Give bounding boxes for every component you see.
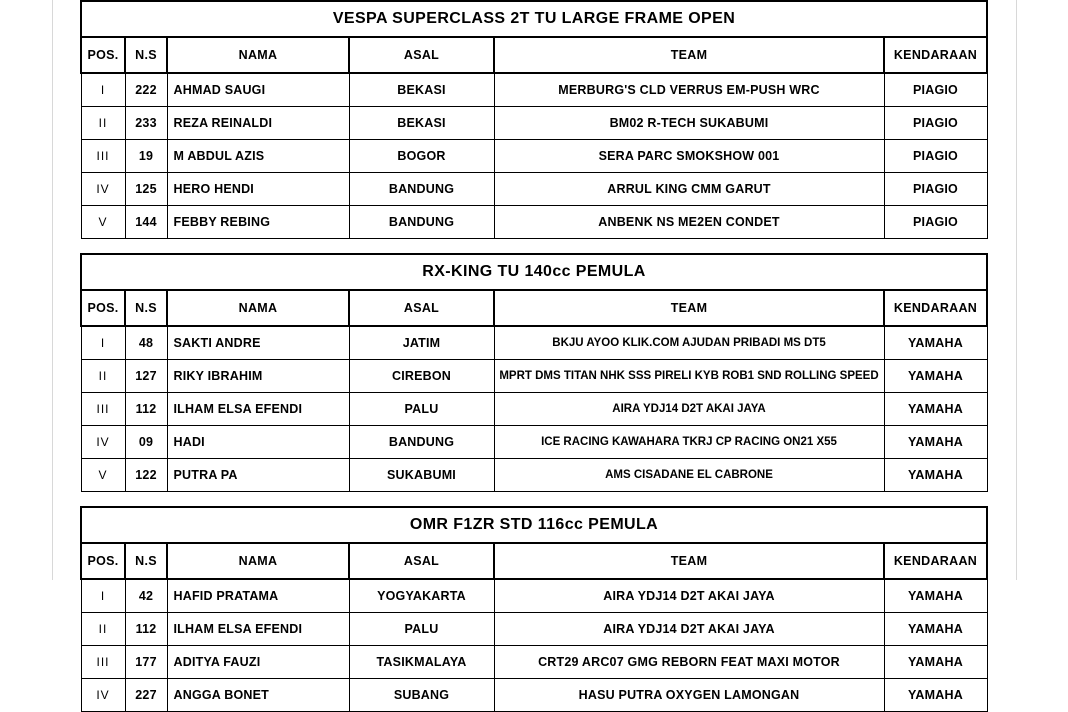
cell-team: MPRT DMS TITAN NHK SSS PIRELI KYB ROB1 SND ROLLING SPEED <box>494 360 884 393</box>
cell-pos: V <box>81 459 125 492</box>
table-row <box>81 426 987 459</box>
cell-team: AIRA YDJ14 D2T AKAI JAYA <box>494 579 884 613</box>
table-row <box>81 73 987 107</box>
cell-pos: II <box>81 360 125 393</box>
cell-nama: RIKY IBRAHIM <box>167 360 349 393</box>
cell-kendaraan: YAMAHA <box>884 613 987 646</box>
cell-pos: III <box>81 393 125 426</box>
column-header-nama: NAMA <box>167 543 349 579</box>
cell-ns: 48 <box>125 326 167 360</box>
cell-asal: SUKABUMI <box>349 459 494 492</box>
cell-ns: 125 <box>125 173 167 206</box>
block-spacer <box>80 492 986 506</box>
cell-ns: 144 <box>125 206 167 239</box>
table-row <box>81 393 987 426</box>
column-header-row <box>81 543 987 579</box>
cell-asal: BANDUNG <box>349 173 494 206</box>
cell-nama: REZA REINALDI <box>167 107 349 140</box>
cell-team: AMS CISADANE EL CABRONE <box>494 459 884 492</box>
cell-pos: III <box>81 646 125 679</box>
column-header-pos: POS. <box>81 37 125 73</box>
block-title-row <box>81 1 987 37</box>
right-margin-rule <box>1016 0 1017 580</box>
column-header-pos: POS. <box>81 290 125 326</box>
cell-ns: 127 <box>125 360 167 393</box>
table-row <box>81 140 987 173</box>
cell-kendaraan: PIAGIO <box>884 107 987 140</box>
column-header-asal: ASAL <box>349 543 494 579</box>
cell-ns: 227 <box>125 679 167 712</box>
cell-nama: FEBBY REBING <box>167 206 349 239</box>
cell-pos: II <box>81 107 125 140</box>
cell-asal: BANDUNG <box>349 206 494 239</box>
cell-nama: HAFID PRATAMA <box>167 579 349 613</box>
cell-kendaraan: PIAGIO <box>884 73 987 107</box>
cell-team: SERA PARC SMOKSHOW 001 <box>494 140 884 173</box>
cell-kendaraan: YAMAHA <box>884 326 987 360</box>
column-header-team: TEAM <box>494 37 884 73</box>
cell-asal: JATIM <box>349 326 494 360</box>
cell-team: ARRUL KING CMM GARUT <box>494 173 884 206</box>
cell-ns: 233 <box>125 107 167 140</box>
cell-nama: ADITYA FAUZI <box>167 646 349 679</box>
block-spacer <box>80 239 986 253</box>
column-header-team: TEAM <box>494 543 884 579</box>
cell-kendaraan: YAMAHA <box>884 426 987 459</box>
cell-asal: CIREBON <box>349 360 494 393</box>
cell-nama: ILHAM ELSA EFENDI <box>167 393 349 426</box>
cell-pos: I <box>81 73 125 107</box>
result-block <box>80 253 988 492</box>
column-header-pos: POS. <box>81 543 125 579</box>
cell-team: HASU PUTRA OXYGEN LAMONGAN <box>494 679 884 712</box>
column-header-asal: ASAL <box>349 37 494 73</box>
column-header-row <box>81 290 987 326</box>
cell-asal: SUBANG <box>349 679 494 712</box>
cell-pos: I <box>81 579 125 613</box>
block-title: OMR F1ZR STD 116cc PEMULA <box>81 507 987 543</box>
cell-ns: 112 <box>125 393 167 426</box>
cell-pos: IV <box>81 426 125 459</box>
cell-ns: 112 <box>125 613 167 646</box>
cell-asal: BEKASI <box>349 107 494 140</box>
column-header-ns: N.S <box>125 543 167 579</box>
cell-nama: HERO HENDI <box>167 173 349 206</box>
table-row <box>81 459 987 492</box>
cell-kendaraan: YAMAHA <box>884 679 987 712</box>
results-content <box>80 0 986 712</box>
block-title-row <box>81 254 987 290</box>
cell-pos: I <box>81 326 125 360</box>
table-row <box>81 646 987 679</box>
cell-asal: BANDUNG <box>349 426 494 459</box>
cell-nama: HADI <box>167 426 349 459</box>
table-row <box>81 360 987 393</box>
cell-team: ICE RACING KAWAHARA TKRJ CP RACING ON21 X55 <box>494 426 884 459</box>
block-title-row <box>81 507 987 543</box>
cell-kendaraan: YAMAHA <box>884 459 987 492</box>
cell-nama: ANGGA BONET <box>167 679 349 712</box>
table-row <box>81 173 987 206</box>
result-block <box>80 506 988 712</box>
cell-kendaraan: YAMAHA <box>884 646 987 679</box>
cell-asal: PALU <box>349 613 494 646</box>
column-header-nama: NAMA <box>167 290 349 326</box>
column-header-kendaraan: KENDARAAN <box>884 37 987 73</box>
left-margin-rule <box>52 0 53 580</box>
cell-asal: BEKASI <box>349 73 494 107</box>
column-header-kendaraan: KENDARAAN <box>884 543 987 579</box>
cell-nama: M ABDUL AZIS <box>167 140 349 173</box>
cell-asal: PALU <box>349 393 494 426</box>
table-row <box>81 206 987 239</box>
cell-team: AIRA YDJ14 D2T AKAI JAYA <box>494 613 884 646</box>
cell-nama: PUTRA PA <box>167 459 349 492</box>
cell-team: MERBURG'S CLD VERRUS EM-PUSH WRC <box>494 73 884 107</box>
cell-nama: AHMAD SAUGI <box>167 73 349 107</box>
table-row <box>81 679 987 712</box>
cell-asal: BOGOR <box>349 140 494 173</box>
cell-ns: 177 <box>125 646 167 679</box>
cell-kendaraan: YAMAHA <box>884 579 987 613</box>
cell-asal: TASIKMALAYA <box>349 646 494 679</box>
table-row <box>81 613 987 646</box>
cell-ns: 122 <box>125 459 167 492</box>
cell-team: ANBENK NS ME2EN CONDET <box>494 206 884 239</box>
cell-ns: 222 <box>125 73 167 107</box>
cell-asal: YOGYAKARTA <box>349 579 494 613</box>
column-header-team: TEAM <box>494 290 884 326</box>
cell-team: BKJU AYOO KLIK.COM AJUDAN PRIBADI MS DT5 <box>494 326 884 360</box>
cell-ns: 42 <box>125 579 167 613</box>
cell-kendaraan: PIAGIO <box>884 140 987 173</box>
column-header-ns: N.S <box>125 37 167 73</box>
cell-kendaraan: YAMAHA <box>884 393 987 426</box>
cell-pos: IV <box>81 173 125 206</box>
cell-kendaraan: PIAGIO <box>884 173 987 206</box>
cell-pos: V <box>81 206 125 239</box>
table-row <box>81 579 987 613</box>
cell-kendaraan: PIAGIO <box>884 206 987 239</box>
block-title: VESPA SUPERCLASS 2T TU LARGE FRAME OPEN <box>81 1 987 37</box>
cell-team: BM02 R-TECH SUKABUMI <box>494 107 884 140</box>
table-row <box>81 107 987 140</box>
cell-team: CRT29 ARC07 GMG REBORN FEAT MAXI MOTOR <box>494 646 884 679</box>
column-header-row <box>81 37 987 73</box>
cell-pos: III <box>81 140 125 173</box>
cell-pos: II <box>81 613 125 646</box>
block-title: RX-KING TU 140cc PEMULA <box>81 254 987 290</box>
table-row <box>81 326 987 360</box>
column-header-nama: NAMA <box>167 37 349 73</box>
cell-kendaraan: YAMAHA <box>884 360 987 393</box>
column-header-kendaraan: KENDARAAN <box>884 290 987 326</box>
result-block <box>80 0 988 239</box>
cell-team: AIRA YDJ14 D2T AKAI JAYA <box>494 393 884 426</box>
cell-nama: ILHAM ELSA EFENDI <box>167 613 349 646</box>
cell-ns: 19 <box>125 140 167 173</box>
column-header-ns: N.S <box>125 290 167 326</box>
cell-nama: SAKTI ANDRE <box>167 326 349 360</box>
cell-ns: 09 <box>125 426 167 459</box>
column-header-asal: ASAL <box>349 290 494 326</box>
cell-pos: IV <box>81 679 125 712</box>
